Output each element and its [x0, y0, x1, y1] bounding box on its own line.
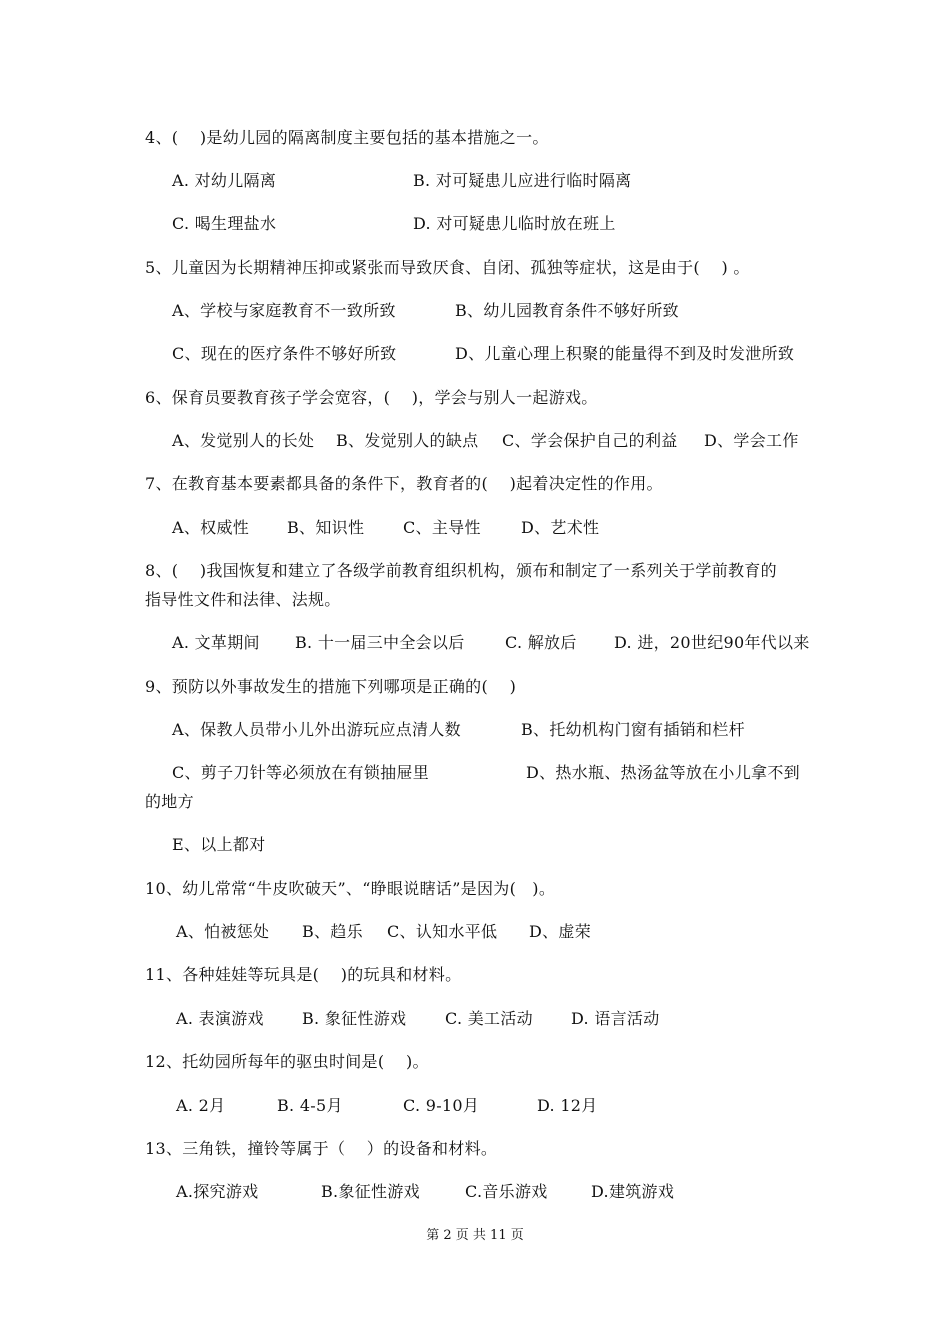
option: D. 12月 [537, 1096, 598, 1115]
option: A.探究游戏 [176, 1182, 259, 1201]
question-stem: 10、幼儿常常“牛皮吹破天”、“睁眼说瞎话”是因为( )。 [145, 879, 556, 898]
question-stem: 12、托幼园所每年的驱虫时间是( )。 [145, 1052, 429, 1071]
option: B. 十一届三中全会以后 [295, 633, 465, 652]
option: C、学会保护自己的利益 [502, 431, 678, 450]
question-stem: 11、各种娃娃等玩具是( )的玩具和材料。 [145, 965, 462, 984]
option: A. 文革期间 [172, 633, 260, 652]
question-stem: 8、( )我国恢复和建立了各级学前教育组织机构，颁布和制定了一系列关于学前教育的 [145, 561, 777, 580]
option: C、认知水平低 [387, 922, 498, 941]
question-stem: 7、在教育基本要素都具备的条件下，教育者的( )起着决定性的作用。 [145, 474, 663, 493]
question-stem: 4、( )是幼儿园的隔离制度主要包括的基本措施之一。 [145, 128, 549, 147]
option: C、现在的医疗条件不够好所致 [172, 344, 397, 363]
option: A、保教人员带小儿外出游玩应点清人数 [172, 720, 461, 739]
option-continued: 的地方 [145, 792, 194, 811]
option: D、学会工作 [704, 431, 799, 450]
option: D、艺术性 [521, 518, 600, 537]
question-stem-continued: 指导性文件和法律、法规。 [145, 590, 341, 609]
option: C、主导性 [403, 518, 481, 537]
option: D. 对可疑患儿临时放在班上 [413, 214, 616, 233]
question-stem: 6、保育员要教育孩子学会宽容，( )，学会与别人一起游戏。 [145, 388, 598, 407]
option: D、热水瓶、热汤盆等放在小儿拿不到 [526, 763, 800, 782]
option: C. 美工活动 [445, 1009, 533, 1028]
option: D.建筑游戏 [591, 1182, 675, 1201]
option: B.象征性游戏 [321, 1182, 420, 1201]
option: A. 对幼儿隔离 [172, 171, 277, 190]
option: B、知识性 [287, 518, 365, 537]
question-stem: 13、三角铁，撞铃等属于（ ）的设备和材料。 [145, 1139, 498, 1158]
option: D、儿童心理上积聚的能量得不到及时发泄所致 [455, 344, 795, 363]
option: B. 象征性游戏 [302, 1009, 407, 1028]
option: B、趋乐 [302, 922, 363, 941]
option: D. 语言活动 [571, 1009, 660, 1028]
option: D、虚荣 [529, 922, 592, 941]
option: B. 4-5月 [277, 1096, 343, 1115]
option: C.音乐游戏 [465, 1182, 548, 1201]
option: A、怕被惩处 [176, 922, 270, 941]
option: E、以上都对 [172, 835, 266, 854]
option: A、权威性 [172, 518, 250, 537]
option: B. 对可疑患儿应进行临时隔离 [413, 171, 632, 190]
option: A、发觉别人的长处 [172, 431, 315, 450]
option: A. 2月 [176, 1096, 226, 1115]
option: C. 喝生理盐水 [172, 214, 277, 233]
page-number-footer: 第 2 页 共 11 页 [426, 1228, 524, 1243]
option: C. 9-10月 [403, 1096, 480, 1115]
option: B、发觉别人的缺点 [336, 431, 479, 450]
option: B、托幼机构门窗有插销和栏杆 [521, 720, 745, 739]
question-stem: 9、预防以外事故发生的措施下列哪项是正确的( ) [145, 677, 517, 696]
option: A、学校与家庭教育不一致所致 [172, 301, 396, 320]
option: C、剪子刀针等必须放在有锁抽屉里 [172, 763, 430, 782]
option: D. 进，20世纪90年代以来 [614, 633, 810, 652]
option: A. 表演游戏 [176, 1009, 264, 1028]
option: C. 解放后 [505, 633, 577, 652]
question-stem: 5、儿童因为长期精神压抑或紧张而导致厌食、自闭、孤独等症状，这是由于( ) 。 [145, 258, 750, 277]
option: B、幼儿园教育条件不够好所致 [455, 301, 679, 320]
